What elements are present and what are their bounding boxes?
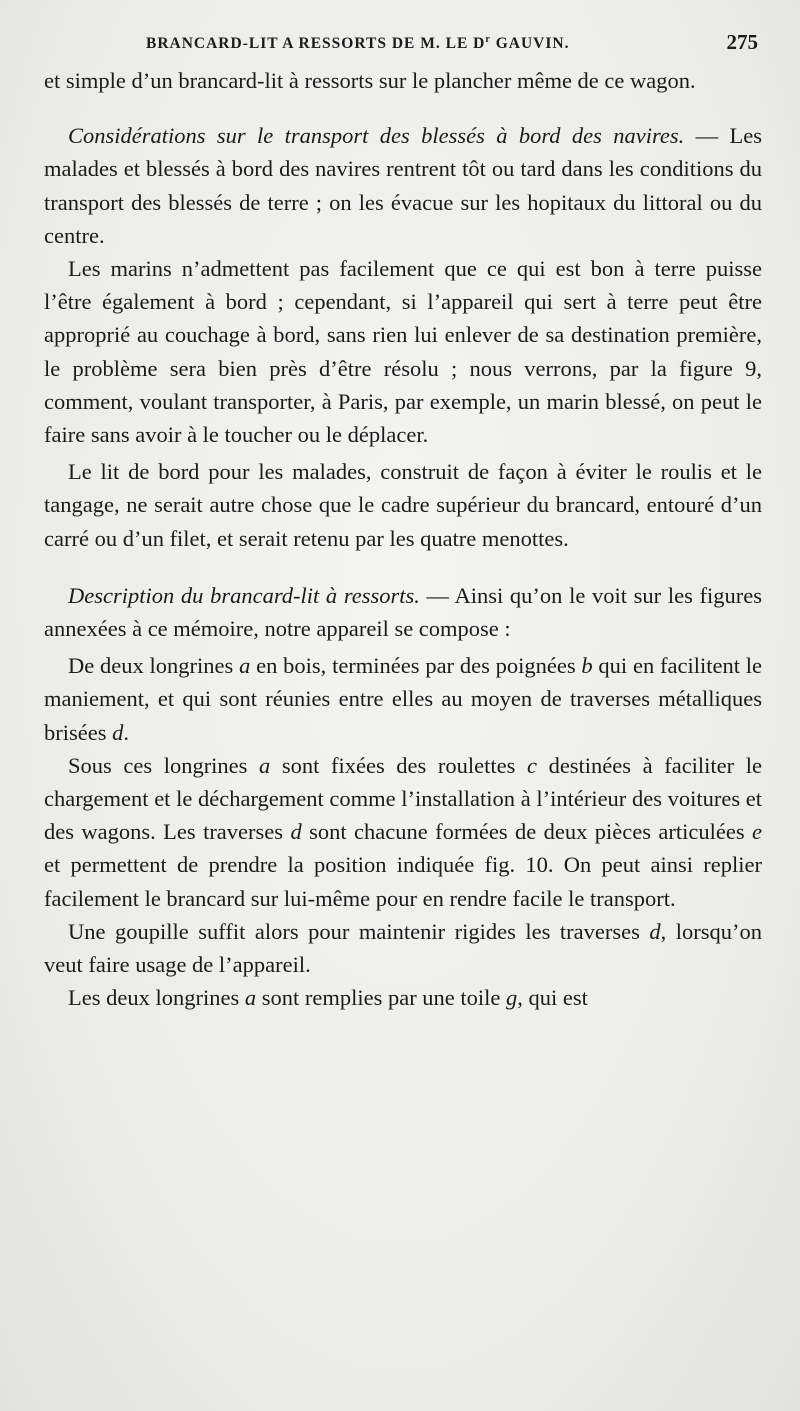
paragraph-5-text: — Ainsi qu’on le voit sur les figures annexées à ce mémoire, notre appareil se compose : bbox=[44, 582, 762, 642]
paragraph-goupille: Une goupille suffit alors pour maintenir rigides les traverses d, lorsqu’on veut faire usage de l’appareil. bbox=[44, 918, 762, 978]
variable-a: a bbox=[244, 985, 257, 1011]
variable-g: g bbox=[506, 985, 518, 1011]
paragraph-transport-navires bbox=[44, 119, 762, 252]
paragraph-3-text: Les marins n’admettent pas facilement que ce qui est bon à terre puisse l’être également à bord ; cependant, si l’appareil qui sert à terre peut être approprié au couchage à bord, sans rien lui enlever de sa destination première, le problème sera bien près d’être résolu ; nous verrons, par la figure 9, comment, voulant transporter, à Paris, par exemple, un marin blessé, on peut le faire sans avoir à le toucher ou le déplacer. bbox=[44, 256, 762, 448]
paragraph-4-text: Le lit de bord pour les malades, construit de façon à éviter le roulis et le tangage, ne serait autre chose que le cadre supérieur du brancard, entouré d’un carré ou d’un filet, et serait retenu par les quatre menottes. bbox=[44, 459, 762, 551]
paragraph-lit-de-bord bbox=[44, 455, 762, 555]
paragraph-2-text: — Les malades et blessés à bord des navires rentrent tôt ou tard dans les conditions du transport des blessés de terre ; on les évacue sur les hopitaux du littoral ou du centre. bbox=[44, 123, 762, 248]
paragraph-longrines: De deux longrines a en bois, terminées par des poignées b qui en facilitent le maniement, et qui sont réunies entre elles au moyen de traverses métalliques brisées d. bbox=[44, 653, 762, 745]
variable-d: d bbox=[649, 918, 661, 944]
paragraph-marins bbox=[44, 252, 762, 451]
running-title-superscript: r bbox=[485, 34, 491, 45]
variable-b: b bbox=[581, 653, 593, 679]
paragraph-toile: Les deux longrines a sont remplies par une toile g, qui est bbox=[68, 985, 588, 1011]
paragraph-roulettes: Sous ces longrines a sont fixées des roulettes c destinées à faciliter le chargement et le déchargement comme l’installation à l’intérieur des voitures et des wagons. Les traverses d sont chacune formées de deux pièces articulées e et permettent de prendre la position indiquée fig. 10. On peut ainsi replier facilement le brancard sur lui-même pour en rendre facile le transport. bbox=[44, 752, 762, 911]
variable-d: d bbox=[290, 819, 302, 845]
paragraph-continuation bbox=[44, 64, 762, 97]
variable-a: a bbox=[239, 653, 251, 679]
variable-e: e bbox=[752, 819, 762, 845]
running-title bbox=[146, 34, 569, 53]
running-title-text: BRANCARD-LIT A RESSORTS DE M. LE D bbox=[146, 35, 486, 53]
running-title-author: GAUVIN. bbox=[490, 35, 570, 53]
page-number: 275 bbox=[726, 30, 758, 54]
variable-a: a bbox=[259, 752, 271, 778]
body-text bbox=[44, 64, 762, 1014]
paragraph-1-text: et simple d’un brancard-lit à ressorts sur le plancher même de ce wagon. bbox=[44, 68, 696, 93]
section-heading-description: Description du brancard-lit à ressorts. bbox=[68, 582, 420, 608]
running-header bbox=[44, 30, 762, 64]
section-heading-transport: Considérations sur le transport des blessés à bord des navires. bbox=[68, 123, 685, 149]
variable-c: c bbox=[526, 752, 537, 778]
variable-d: d bbox=[112, 719, 124, 745]
paragraph-description bbox=[44, 579, 762, 645]
